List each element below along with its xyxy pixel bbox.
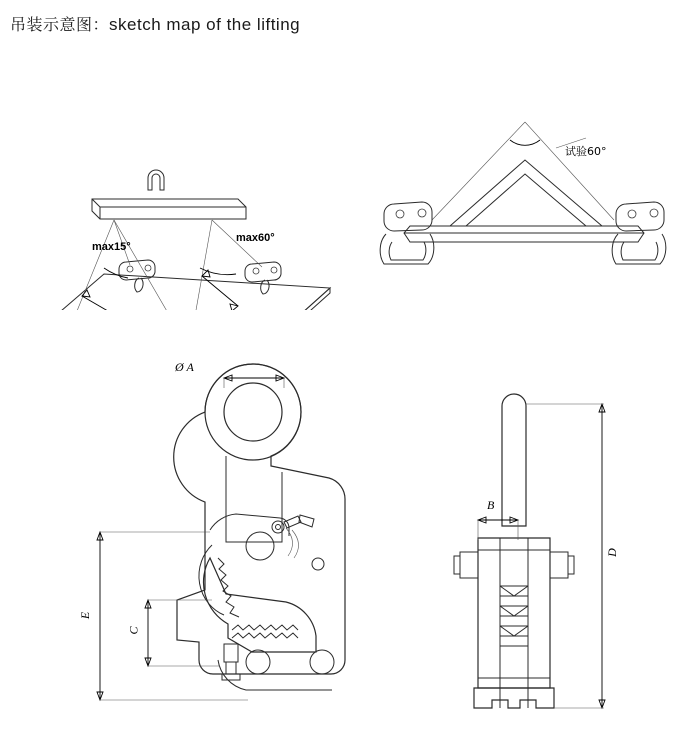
- dimension-d: D: [604, 548, 619, 557]
- label-test60: 试验60°: [565, 145, 607, 158]
- dimension-c: C: [126, 626, 141, 635]
- label-max60: max60°: [236, 232, 275, 244]
- dimension-b: B: [487, 498, 495, 512]
- figure-lifting-with-spreader-beam: [0, 80, 350, 310]
- figure-clamp-front-view: [430, 390, 660, 720]
- dimension-diameter-a: Ø A: [175, 360, 194, 374]
- dimension-e: E: [78, 611, 93, 620]
- page-title: [10, 12, 300, 35]
- page-title-cn: 吊装示意图：: [10, 15, 110, 34]
- figure-lifting-two-slings: [370, 100, 690, 290]
- label-max15: max15°: [92, 241, 131, 253]
- figure-clamp-side-view: [60, 360, 380, 720]
- page-title-en: sketch map of the lifting: [109, 15, 301, 34]
